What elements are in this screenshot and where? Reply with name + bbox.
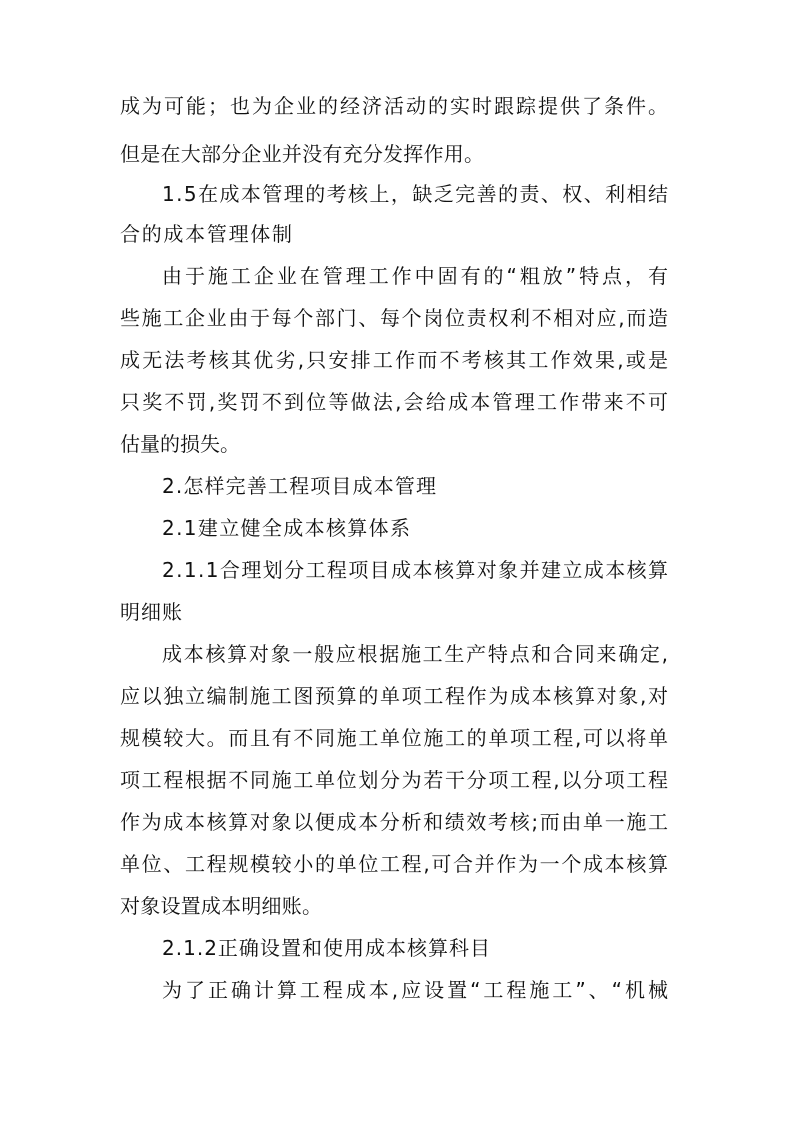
- text-line: 成为可能；也为企业的经济活动的实时跟踪提供了条件。: [120, 94, 670, 118]
- text-line: 由于施工企业在管理工作中固有的“粗放”特点，有: [162, 264, 671, 288]
- text-line: 只奖不罚,奖罚不到位等做法,会给成本管理工作带来不可: [120, 390, 671, 414]
- text-line: 估量的损失。: [120, 432, 240, 456]
- text-line: 单位、工程规模较小的单位工程,可合并作为一个成本核算: [120, 852, 670, 876]
- section-heading-2-1-1: 2.1.1合理划分工程项目成本核算对象并建立成本核算: [162, 558, 670, 582]
- text-line: 规模较大。而且有不同施工单位施工的单项工程,可以将单: [120, 726, 670, 750]
- text-line: 为了正确计算工程成本,应设置“工程施工”、“机械: [162, 978, 671, 1002]
- section-heading-1-5: 1.5在成本管理的考核上，缺乏完善的责、权、利相结: [162, 182, 670, 206]
- section-heading-2-1: 2.1建立健全成本核算体系: [162, 516, 412, 540]
- section-heading-1-5-cont: 合的成本管理体制: [120, 222, 294, 246]
- text-line: 应以独立编制施工图预算的单项工程作为成本核算对象,对: [120, 684, 670, 708]
- section-heading-2-1-2: 2.1.2正确设置和使用成本核算科目: [162, 936, 492, 960]
- text-line: 些施工企业由于每个部门、每个岗位责权利不相对应,而造: [120, 306, 670, 330]
- text-line: 作为成本核算对象以便成本分析和绩效考核;而由单一施工: [120, 810, 670, 834]
- section-heading-2-1-1-cont: 明细账: [120, 600, 183, 624]
- text-line: 项工程根据不同施工单位划分为若干分项工程,以分项工程: [120, 768, 670, 792]
- text-line: 成本核算对象一般应根据施工生产特点和合同来确定,: [162, 642, 670, 666]
- text-line: 成无法考核其优劣,只安排工作而不考核其工作效果,或是: [120, 348, 671, 372]
- section-heading-2: 2.怎样完善工程项目成本管理: [162, 474, 438, 498]
- text-line: 但是在大部分企业并没有充分发挥作用。: [120, 142, 485, 166]
- text-line: 对象设置成本明细账。: [120, 894, 323, 918]
